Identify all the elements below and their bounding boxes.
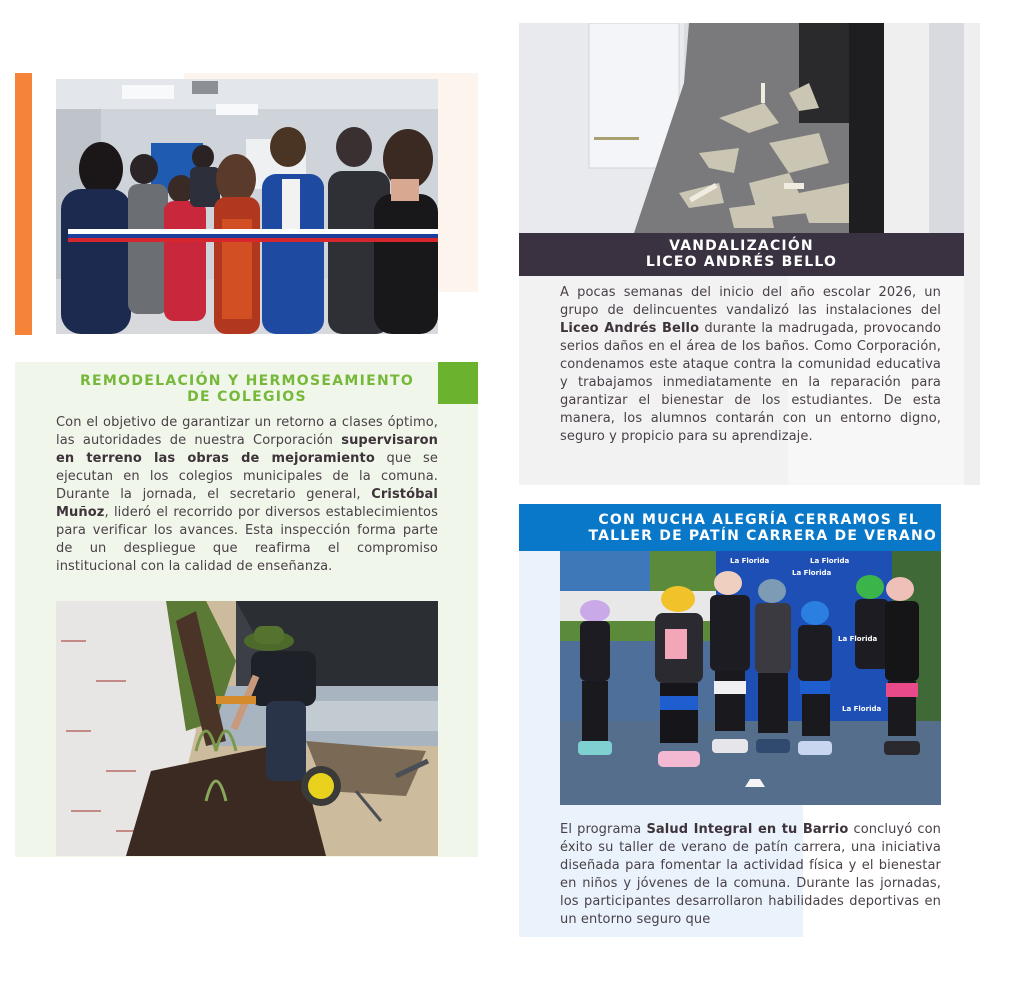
remodelacion-text-4: , lideró el recorrido por diversos establecimientos para verificar los avances. Esta inspección forma parte de un despliegue que reafirma el compromiso institucional con la calidad de enseñanza. — [56, 505, 438, 574]
remodelacion-text-2: que se ejecutan en los colegios municipales de la comuna. Durante la jornada, el secretario general, — [56, 451, 438, 502]
patin-title-line2: TALLER DE PATÍN CARRERA DE VERANO — [588, 528, 937, 544]
patin-text-1: Salud Integral en tu Barrio — [646, 822, 849, 837]
patin-body — [560, 821, 941, 929]
backdrop-logo-4: La Florida — [842, 705, 882, 713]
patin-text-2: concluyó con éxito su taller de verano de patín carrera, una iniciativa diseñada para fomentar la actividad física y el bienestar en niños y jóvenes de la comuna. Durante las jornadas, los participantes desarrollaron habilidades deportivas en un entorno seguro que — [560, 822, 941, 927]
skating-workshop-photo — [560, 551, 941, 805]
orange-accent-bar — [15, 73, 32, 335]
vandalizacion-title-line1: VANDALIZACIÓN — [669, 238, 814, 254]
skating-workshop-illustration — [560, 551, 941, 805]
backdrop-logo-5: La Florida — [838, 635, 878, 643]
remodelacion-title-line1: REMODELACIÓN Y HERMOSEAMIENTO — [79, 373, 415, 389]
gray-side-strip — [964, 23, 980, 485]
patin-title-line1: CON MUCHA ALEGRÍA CERRAMOS EL — [598, 512, 919, 528]
ribbon-cutting-illustration — [56, 79, 438, 334]
remodelacion-body — [56, 414, 438, 576]
remodelacion-text-1: supervisaron en terreno las obras de mejoramiento — [56, 433, 438, 466]
vandalized-bathroom-illustration — [519, 23, 964, 233]
vandalizacion-title-banner — [519, 233, 964, 276]
ribbon-cutting-photo — [56, 79, 438, 334]
vandalizacion-text-1: Liceo Andrés Bello — [560, 321, 700, 336]
remodelacion-title — [56, 373, 438, 405]
backdrop-logo-1: La Florida — [730, 557, 770, 565]
remodelacion-title-line2: DE COLEGIOS — [187, 389, 307, 405]
patin-title-banner — [519, 504, 941, 551]
gardening-illustration — [56, 601, 438, 856]
vandalizacion-title-line2: LICEO ANDRÉS BELLO — [645, 254, 838, 270]
remodelacion-text-0: Con el objetivo de garantizar un retorno a clases óptimo, las autoridades de nuestra Corporación — [56, 415, 438, 448]
vandalizacion-body — [560, 284, 941, 446]
remodelacion-text-3: Cristóbal Muñoz — [56, 487, 438, 520]
backdrop-logo-2: La Florida — [810, 557, 850, 565]
backdrop-logo-3: La Florida — [792, 569, 832, 577]
vandalizacion-text-2: durante la madrugada, provocando serios daños en el área de los baños. Como Corporación, condenamos este ataque contra la comunidad educativa y trabajamos inmediatamente en la reparación para garantizar el bienestar de los estudiantes. De esta manera, los alumnos contarán con un entorno digno, seguro y propicio para su aprendizaje. — [560, 321, 941, 444]
green-accent-square — [438, 362, 478, 404]
vandalizacion-text-0: A pocas semanas del inicio del año escolar 2026, un grupo de delincuentes vandalizó las instalaciones del — [560, 285, 941, 318]
gardening-photo — [56, 601, 438, 856]
vandalized-bathroom-photo — [519, 23, 964, 233]
patin-text-0: El programa — [560, 822, 647, 837]
